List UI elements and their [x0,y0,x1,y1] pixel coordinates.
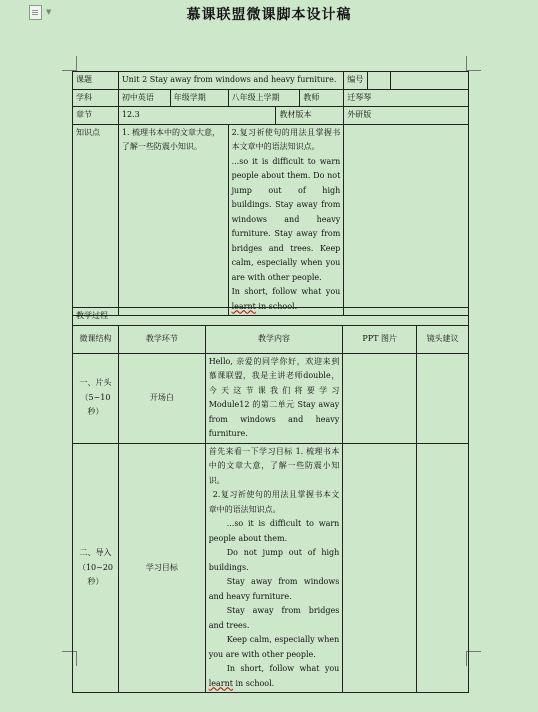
knowledge-point-2 [228,124,344,316]
content-line-end: In short, follow what you learnt in school. [208,664,340,688]
edition-value: 外研版 [344,107,469,125]
row-ppt [343,443,417,693]
row-ppt [343,353,417,443]
subject-value: 初中英语 [118,89,170,107]
content-line: Stay away from windows and heavy furniture. [208,577,340,601]
header-content: 教学内容 [205,325,343,353]
content-line: 首先来看一下学习目标 1. 梳理书本中的文章大意，了解一些防震小知识。 [208,446,340,485]
header-structure: 微课结构 [73,325,119,353]
table-row [73,353,469,443]
edition-label: 教材版本 [276,107,344,125]
header-ppt: PPT 图片 [343,325,417,353]
header-step: 教学环节 [118,325,205,353]
topic-label: 课题 [73,72,119,90]
blank-cell [344,124,469,316]
row-content: Hello, 亲爱的同学你好，欢迎来到慕课联盟，我是主讲老师double，今天这节课我们将要学习 Module12 的第二单元 Stay away from windows and heavy furniture. [205,353,343,443]
content-line: Stay away from bridges and trees. [208,606,340,630]
info-table [72,71,469,316]
row-step: 开场白 [118,353,205,443]
semester-value: 八年级上学期 [228,89,300,107]
page-title: 慕课联盟微课脚本设计稿 [186,7,352,23]
knowledge-point-2-body: ...so it is difficult to warn people about them. Do not jump out of high buildings. Stay away from windows and heavy furniture. Stay away from bridges and trees. Keep calm, especially when you are with other people. [231,156,341,282]
knowledge-point-2-end: In short, follow what you learnt in school. [231,287,341,311]
chapter-label: 章节 [73,107,119,125]
process-table [72,307,469,693]
caret-down-icon[interactable]: ▼ [46,8,52,16]
row-camera [417,353,469,443]
crop-mark-top-left [62,56,77,71]
knowledge-point-1: 1. 梳理书本中的文章大意，了解一些防震小知识。 [118,124,228,316]
knowledge-point-2-head: 2.复习祈使句的用法且掌握书本文章中的语法知识点。 [231,127,341,151]
teacher-label: 教师 [300,89,344,107]
row-step: 学习目标 [118,443,205,693]
row-camera [417,443,469,693]
content-line: ...so it is difficult to warn people about them. [208,519,340,543]
blank-cell [391,72,469,90]
crop-mark-top-right [466,56,481,71]
knowledge-label: 知识点 [73,124,119,316]
row-structure: 一、片头（5~10秒） [73,353,119,443]
row-content [205,443,343,693]
content-line: Do not jump out of high buildings. [208,548,340,572]
chapter-value: 12.3 [118,107,276,125]
number-label: 编号 [344,72,368,90]
process-section-label: 教学过程 [73,308,469,326]
subject-label: 学科 [73,89,119,107]
number-value [368,72,391,90]
row-structure: 二、导入（10~20秒） [73,443,119,693]
content-line: Keep calm, especially when you are with other people. [208,635,340,659]
semester-label: 年级学期 [170,89,228,107]
table-row [73,443,469,693]
teacher-value: 迁琴琴 [344,89,469,107]
topic-value: Unit 2 Stay away from windows and heavy furniture. [118,72,343,90]
header-camera: 镜头建议 [417,325,469,353]
content-line: 2.复习祈使句的用法且掌握书本文章中的语法知识点。 [208,490,340,514]
